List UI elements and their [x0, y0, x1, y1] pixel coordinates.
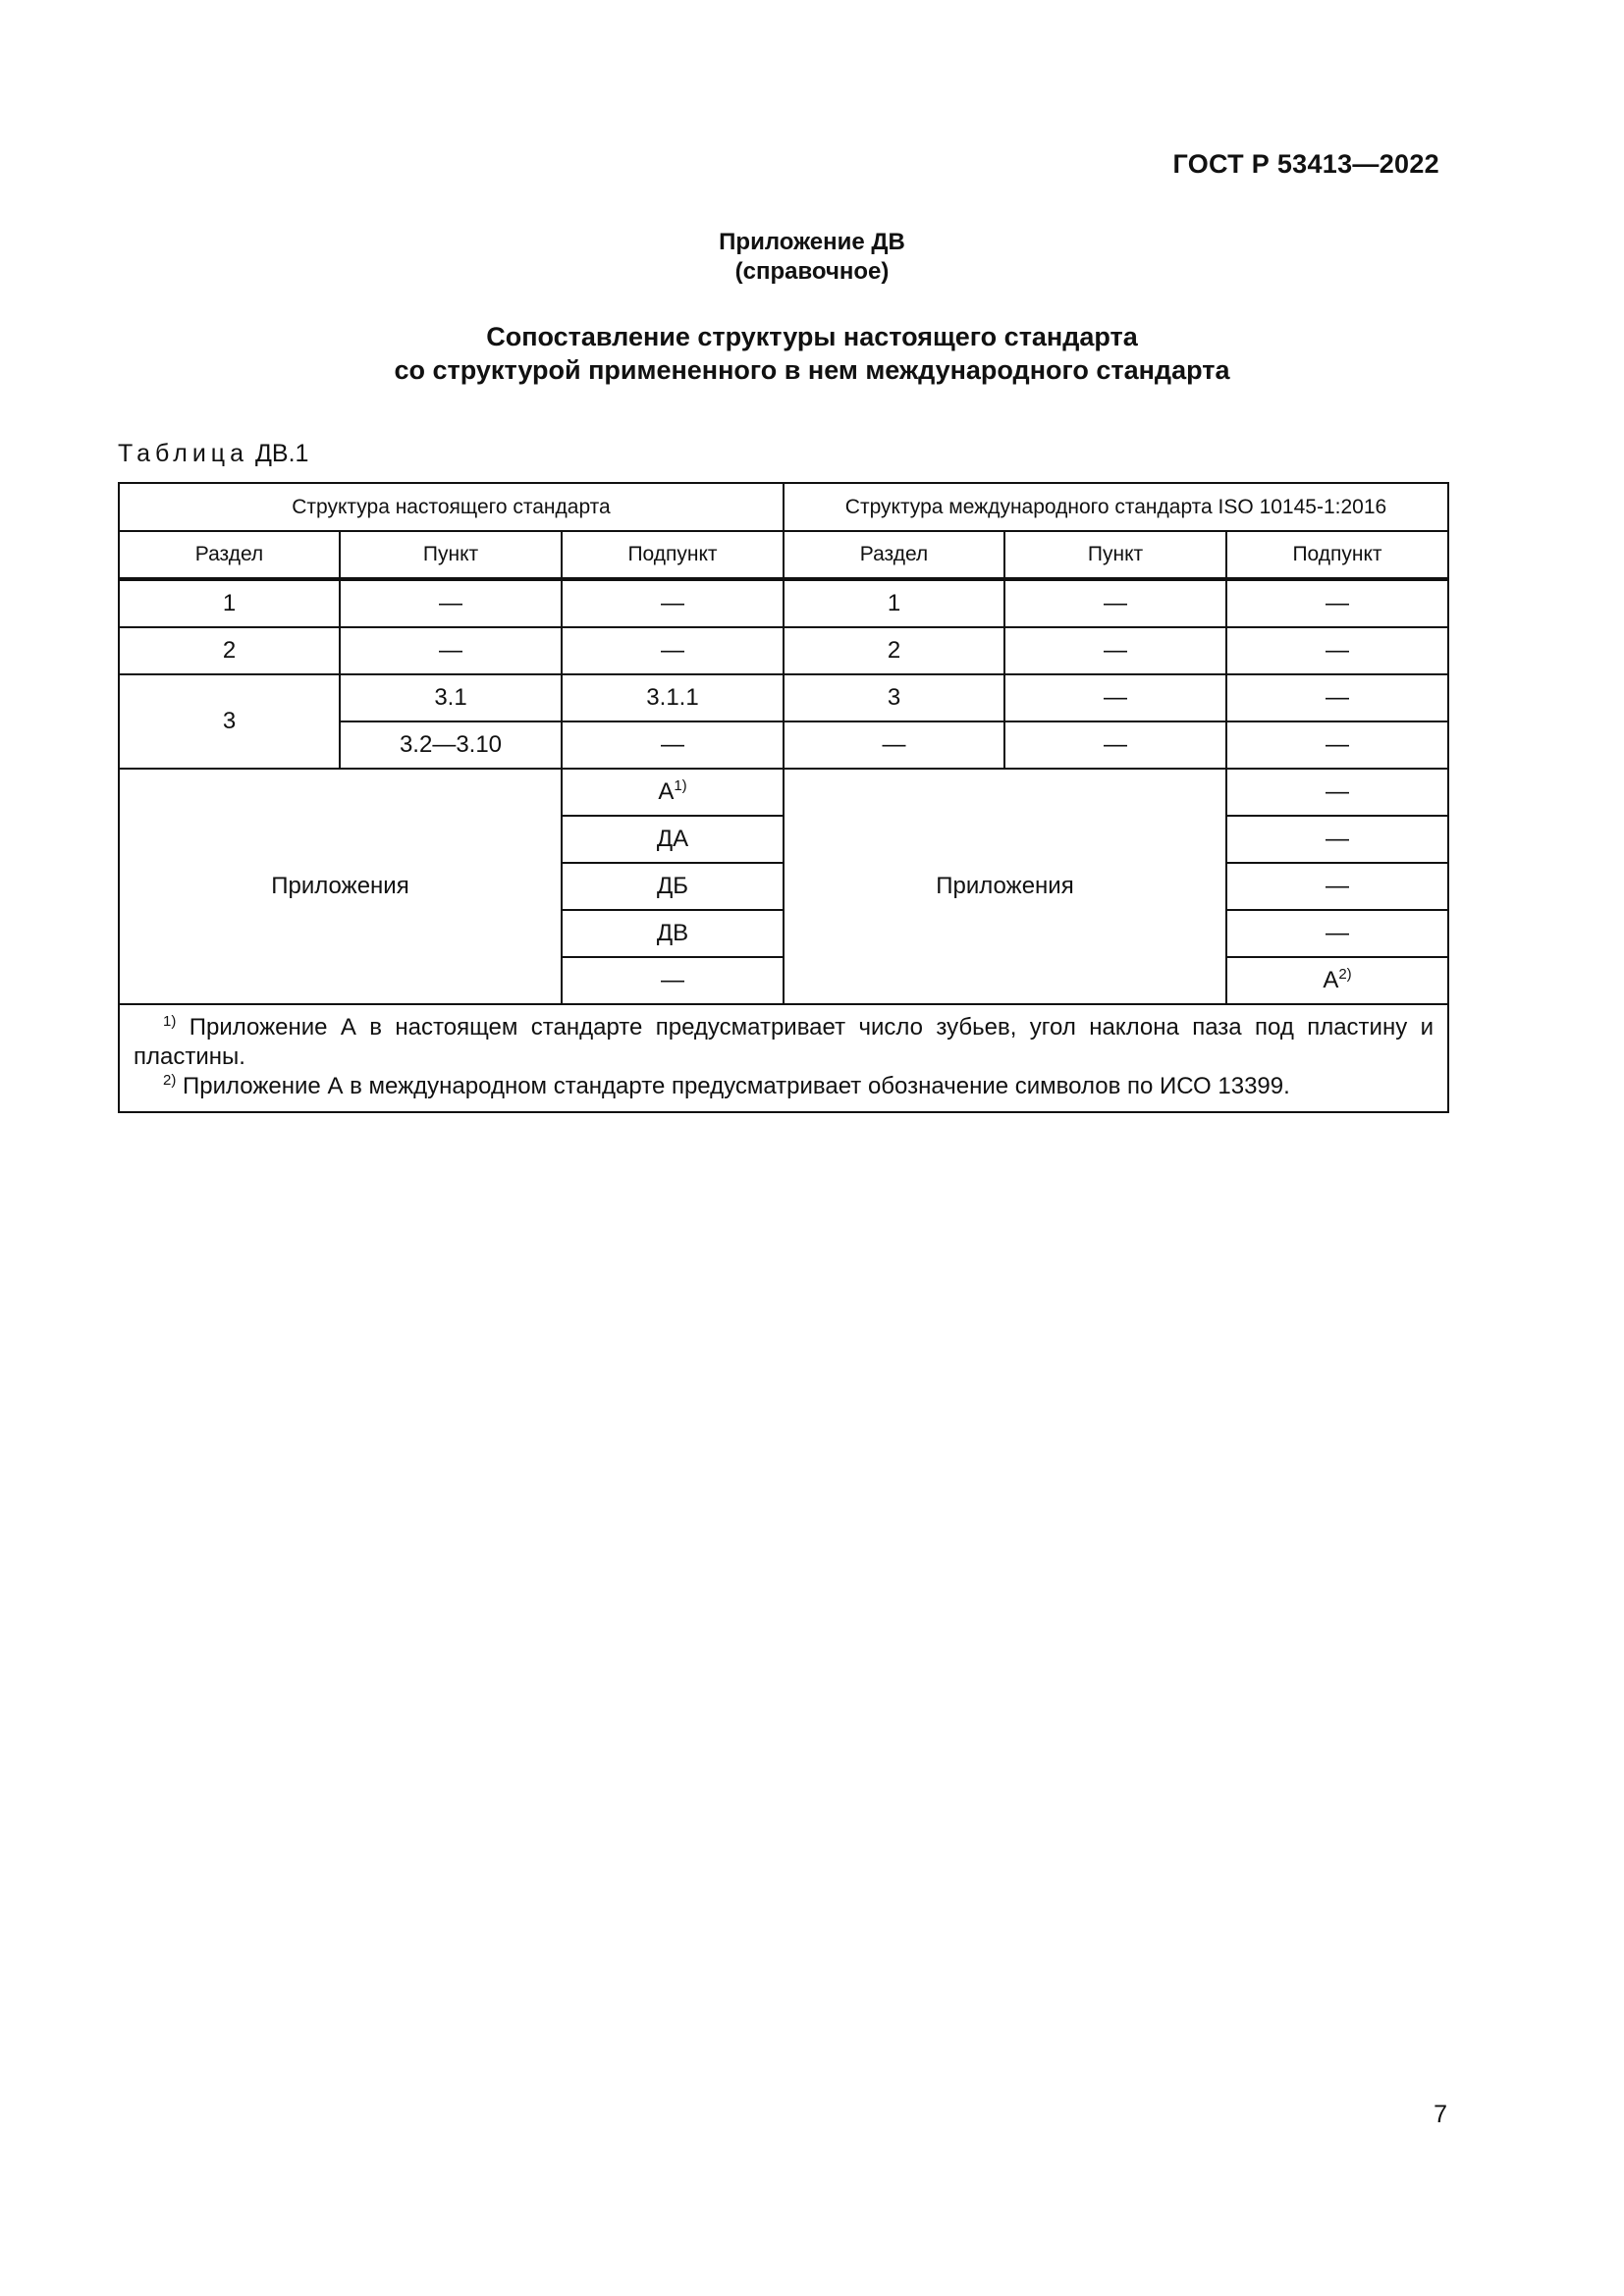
international-structure-header: Структура международного стандарта ISO 10145-1:2016	[784, 483, 1448, 531]
annex-letter: А	[1323, 967, 1339, 993]
comparison-table	[118, 482, 1449, 1113]
footnote-mark: 1)	[163, 1013, 177, 1030]
table-cell: —	[562, 721, 784, 769]
table-cell: —	[1226, 627, 1448, 674]
table-cell: —	[1004, 674, 1226, 721]
footnote-mark: 2)	[1338, 966, 1352, 983]
column-header: Раздел	[119, 531, 340, 579]
table-row	[119, 627, 1448, 674]
national-structure-header: Структура настоящего стандарта	[119, 483, 784, 531]
footnote-1	[134, 1013, 1434, 1072]
table-cell: 3.1.1	[562, 674, 784, 721]
footnote-2	[134, 1072, 1434, 1101]
table-row	[119, 579, 1448, 627]
table-cell	[562, 769, 784, 816]
table-row	[119, 769, 1448, 816]
table-cell: —	[562, 957, 784, 1004]
column-header: Пункт	[340, 531, 562, 579]
document-title-line-2: со структурой примененного в нем международного стандарта	[394, 355, 1230, 385]
table-cell: 1	[784, 579, 1004, 627]
document-title-line-1: Сопоставление структуры настоящего стандарта	[486, 322, 1138, 351]
column-header: Раздел	[784, 531, 1004, 579]
table-cell: —	[340, 627, 562, 674]
table-cell: —	[784, 721, 1004, 769]
annexes-label-national: Приложения	[119, 769, 562, 1004]
table-cell: 3.1	[340, 674, 562, 721]
table-cell: ДБ	[562, 863, 784, 910]
table-cell: —	[340, 579, 562, 627]
table-cell: 2	[784, 627, 1004, 674]
table-cell: —	[1226, 863, 1448, 910]
table-cell: 2	[119, 627, 340, 674]
table-cell: ДА	[562, 816, 784, 863]
annexes-label-international: Приложения	[784, 769, 1226, 1004]
page-number: 7	[1434, 2101, 1447, 2128]
table-cell: —	[1004, 579, 1226, 627]
appendix-type: (справочное)	[734, 258, 890, 285]
table-cell	[1226, 957, 1448, 1004]
table-cell: 1	[119, 579, 340, 627]
table-cell: —	[1226, 721, 1448, 769]
table-group-header-row	[119, 483, 1448, 531]
footnote-mark: 2)	[163, 1072, 177, 1089]
footnote-text: Приложение А в международном стандарте предусматривает обозначение символов по ИСО 13399.	[183, 1073, 1290, 1099]
appendix-title: Приложение ДВ	[719, 229, 905, 255]
table-caption-id: ДВ.1	[254, 440, 309, 467]
table-cell: —	[562, 579, 784, 627]
column-header: Подпункт	[562, 531, 784, 579]
table-caption	[118, 440, 308, 468]
table-cell: ДВ	[562, 910, 784, 957]
table-cell: 3	[119, 674, 340, 769]
table-cell: —	[1004, 627, 1226, 674]
table-notes	[119, 1004, 1448, 1112]
column-header: Пункт	[1004, 531, 1226, 579]
footnote-mark: 1)	[674, 777, 687, 794]
table-cell: —	[1226, 769, 1448, 816]
table-cell: 3	[784, 674, 1004, 721]
table-cell: —	[1226, 579, 1448, 627]
footnote-text: Приложение А в настоящем стандарте предусматривает число зубьев, угол наклона паза под пластину и пластины.	[134, 1014, 1434, 1070]
table-cell: 3.2—3.10	[340, 721, 562, 769]
table-caption-label: Таблица	[118, 440, 249, 467]
table-notes-row	[119, 1004, 1448, 1112]
table-column-header-row	[119, 531, 1448, 579]
table-cell: —	[1226, 910, 1448, 957]
annex-letter: А	[658, 778, 675, 805]
table-cell: —	[1226, 816, 1448, 863]
table-cell: —	[1004, 721, 1226, 769]
column-header: Подпункт	[1226, 531, 1448, 579]
table-row	[119, 674, 1448, 721]
table-cell: —	[562, 627, 784, 674]
table-cell: —	[1226, 674, 1448, 721]
document-code: ГОСТ Р 53413—2022	[1172, 149, 1439, 179]
